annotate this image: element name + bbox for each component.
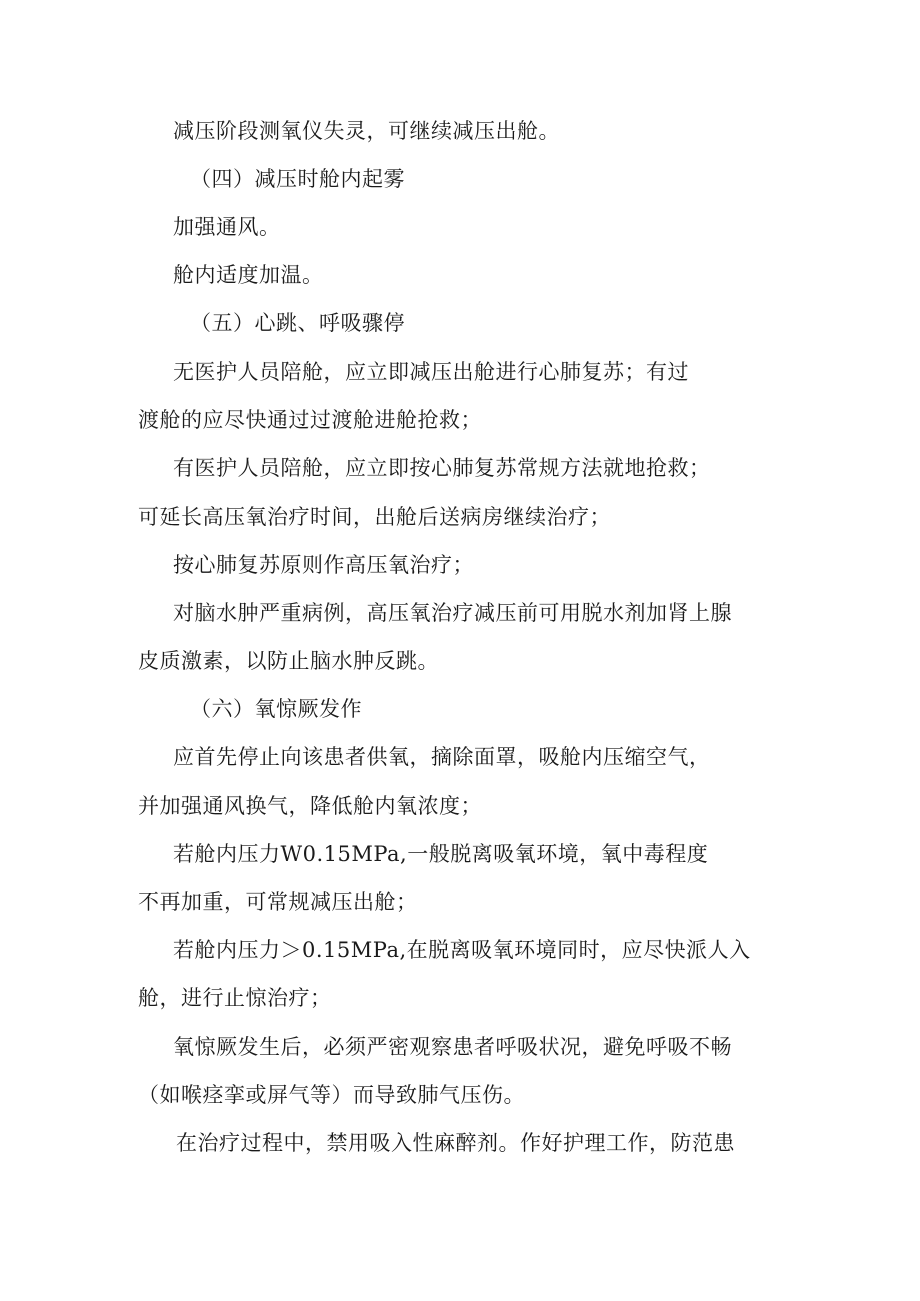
paragraph-line: 在治疗过程中，禁用吸入性麻醉剂。作好护理工作，防范患 bbox=[176, 1131, 735, 1155]
paragraph-line: 按心肺复苏原则作高压氧治疗； bbox=[173, 553, 474, 577]
paragraph-line: 加强通风。 bbox=[173, 215, 281, 239]
paragraph-line: 氧惊厥发生后，必须严密观察患者呼吸状况，避免呼吸不畅 bbox=[173, 1035, 732, 1059]
paragraph-line: 应首先停止向该患者供氧，摘除面罩，吸舱内压缩空气， bbox=[173, 745, 711, 769]
section-heading-6: （六）氧惊厥发作 bbox=[190, 697, 362, 721]
paragraph-line: 若舱内压力W0.15MPa,一般脱离吸氧环境，氧中毒程度 bbox=[173, 842, 709, 866]
section-heading-4: （四）减压时舱内起雾 bbox=[190, 167, 405, 191]
paragraph-line: 若舱内压力＞0.15MPa,在脱离吸氧环境同时，应尽快派人入 bbox=[173, 938, 751, 962]
paragraph-line: 舱，进行止惊治疗； bbox=[138, 986, 332, 1010]
paragraph-line: 无医护人员陪舱，应立即减压出舱进行心肺复苏；有过 bbox=[173, 360, 689, 384]
paragraph-line: 并加强通风换气，降低舱内氧浓度； bbox=[138, 794, 482, 818]
paragraph-line: （如喉痉挛或屏气等）而导致肺气压伤。 bbox=[138, 1083, 525, 1107]
paragraph-line: 舱内适度加温。 bbox=[173, 263, 324, 287]
paragraph-line: 可延长高压氧治疗时间，出舱后送病房继续治疗； bbox=[138, 505, 611, 529]
paragraph-line: 减压阶段测氧仪失灵，可继续减压出舱。 bbox=[173, 119, 560, 143]
section-heading-5: （五）心跳、呼吸骤停 bbox=[190, 311, 405, 335]
paragraph-line: 对脑水肿严重病例，高压氧治疗减压前可用脱水剂加肾上腺 bbox=[173, 601, 732, 625]
paragraph-line: 不再加重，可常规减压出舱； bbox=[138, 890, 418, 914]
paragraph-line: 皮质激素，以防止脑水肿反跳。 bbox=[138, 649, 439, 673]
paragraph-line: 渡舱的应尽快通过过渡舱进舱抢救； bbox=[138, 408, 482, 432]
paragraph-line: 有医护人员陪舱，应立即按心肺复苏常规方法就地抢救； bbox=[173, 456, 711, 480]
